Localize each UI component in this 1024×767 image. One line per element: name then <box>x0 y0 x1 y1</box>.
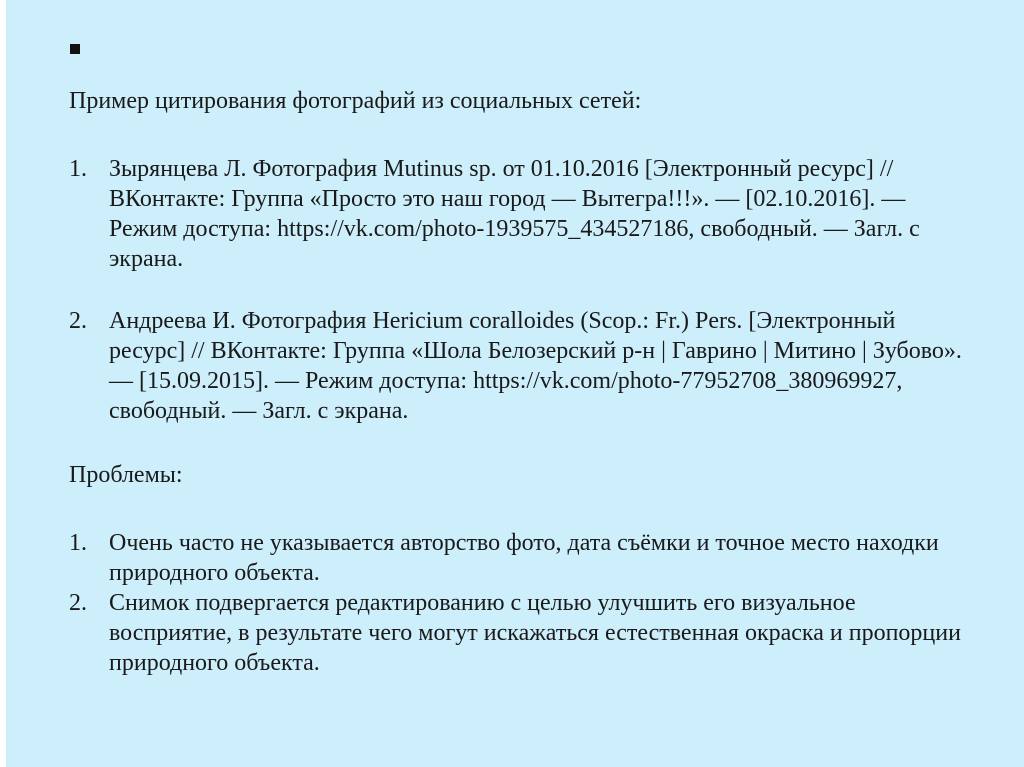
square-bullet-icon <box>70 44 80 54</box>
list-item-text: Андреева И. Фотография Hericium coralloides (Scop.: Fr.) Pers. [Электронный ресурс] // ВКонтакте: Группа «Шола Белозерский р-н | Гаврино | Митино | Зубово». — [15.09.2015]. — Режим доступа: https://vk.com/photo-77952708_380969927, свободный. — Загл. с экрана. <box>109 308 962 424</box>
slide-edge <box>0 0 6 767</box>
list-item <box>69 588 969 678</box>
problems-heading: Проблемы: <box>69 462 183 488</box>
list-item-number: 1. <box>69 156 87 182</box>
list-item-text: Зырянцева Л. Фотография Mutinus sp. от 01.10.2016 [Электронный ресурс] // ВКонтакте: Группа «Просто это наш город — Вытегра!!!». — [02.10.2016]. — Режим доступа: https://vk.com/photo-1939575_434527186, свободный. — Загл. с экрана. <box>109 156 920 272</box>
slide-content <box>69 86 969 678</box>
problems-list <box>69 528 969 678</box>
list-item-number: 2. <box>69 590 87 616</box>
list-item-text: Снимок подвергается редактированию с целью улучшить его визуальное восприятие, в результате чего могут искажаться естественная окраска и пропорции природного объекта. <box>109 590 961 676</box>
list-item <box>69 154 969 274</box>
citation-example-heading: Пример цитирования фотографий из социальных сетей: <box>69 88 642 114</box>
list-item-number: 1. <box>69 530 87 556</box>
list-item-number: 2. <box>69 308 87 334</box>
citation-example-list <box>69 154 969 426</box>
list-item <box>69 306 969 426</box>
list-item-text: Очень часто не указывается авторство фото, дата съёмки и точное место находки природного объекта. <box>109 530 939 586</box>
list-item <box>69 528 969 588</box>
